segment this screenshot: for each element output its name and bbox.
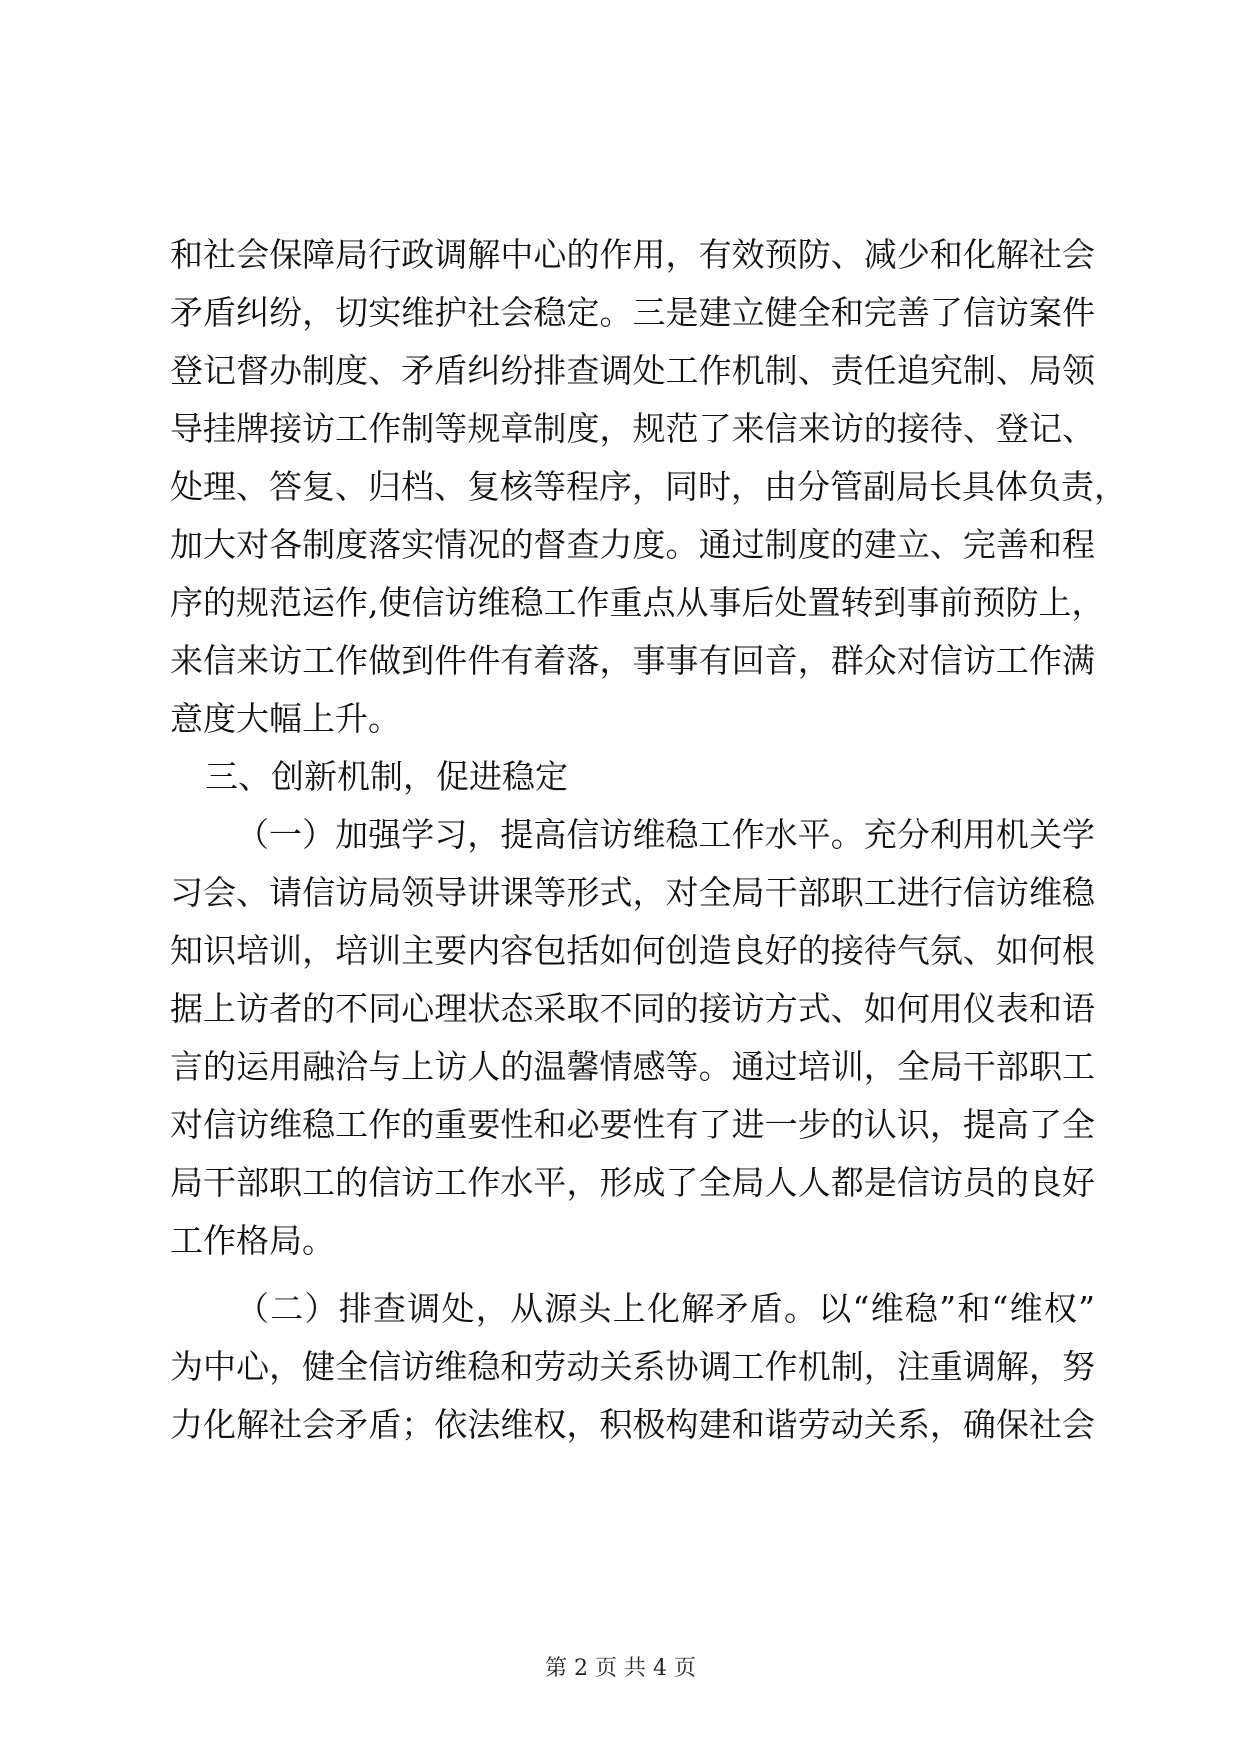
text-line: 对信访维稳工作的重要性和必要性有了进一步的认识，提高了全 xyxy=(170,1105,1095,1144)
subsection-heading-line: （二）排查调处，从源头上化解矛盾。以“维稳”和“维权” xyxy=(236,1289,1095,1328)
text-line: 工作格局。 xyxy=(170,1221,335,1260)
text-line: 力化解社会矛盾；依法维权，积极构建和谐劳动关系，确保社会 xyxy=(170,1405,1095,1444)
page-number-footer: 第 2 页 共 4 页 xyxy=(545,1656,696,1681)
text-line: 局干部职工的信访工作水平，形成了全局人人都是信访员的良好 xyxy=(170,1163,1095,1202)
subsection-heading-line: （一）加强学习，提高信访维稳工作水平。充分利用机关学 xyxy=(236,815,1095,854)
section-heading: 三、创新机制，促进稳定 xyxy=(205,757,568,796)
text-line: 来信来访工作做到件件有着落，事事有回音，群众对信访工作满 xyxy=(170,641,1095,680)
text-line: 言的运用融洽与上访人的温馨情感等。通过培训，全局干部职工 xyxy=(170,1047,1095,1086)
text-line: 意度大幅上升。 xyxy=(170,699,401,738)
text-line: 加大对各制度落实情况的督查力度。通过制度的建立、完善和程 xyxy=(170,525,1095,564)
text-line: 习会、请信访局领导讲课等形式，对全局干部职工进行信访维稳 xyxy=(170,873,1095,912)
text-line: 矛盾纠纷，切实维护社会稳定。三是建立健全和完善了信访案件 xyxy=(170,293,1095,332)
text-line: 登记督办制度、矛盾纠纷排查调处工作机制、责任追究制、局领 xyxy=(170,351,1095,390)
text-line: 据上访者的不同心理状态采取不同的接访方式、如何用仪表和语 xyxy=(170,989,1095,1028)
text-line: 处理、答复、归档、复核等程序，同时，由分管副局长具体负责， xyxy=(170,467,1127,506)
text-line: 为中心，健全信访维稳和劳动关系协调工作机制，注重调解，努 xyxy=(170,1347,1095,1386)
body-text xyxy=(170,226,1127,1454)
text-line: 和社会保障局行政调解中心的作用，有效预防、减少和化解社会 xyxy=(170,235,1095,274)
text-line: 知识培训，培训主要内容包括如何创造良好的接待气氛、如何根 xyxy=(170,931,1095,970)
text-line: 导挂牌接访工作制等规章制度，规范了来信来访的接待、登记、 xyxy=(170,409,1095,448)
text-line: 序的规范运作,使信访维稳工作重点从事后处置转到事前预防上， xyxy=(170,583,1105,622)
